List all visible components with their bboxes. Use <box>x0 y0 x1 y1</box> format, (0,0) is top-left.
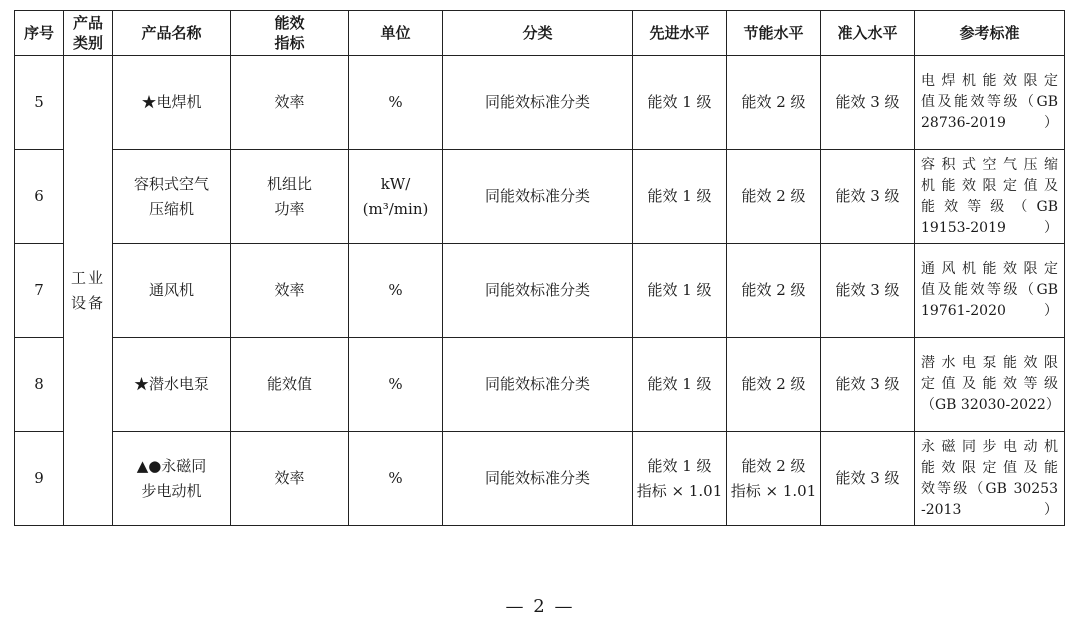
unit-line: % <box>388 93 403 111</box>
category-line: 设备 <box>70 293 105 312</box>
unit-line: % <box>388 281 403 299</box>
reference-line: 19761-2020） <box>921 303 1058 319</box>
cell-product-name <box>113 56 231 150</box>
reference-line: 能效等级（GB <box>921 198 1058 215</box>
product-name-line: 压缩机 <box>148 199 194 218</box>
cell-classification: 同能效标准分类 <box>443 432 633 526</box>
header-advanced-level: 先进水平 <box>633 11 727 56</box>
reference-line: 效等级（GB 30253 <box>921 480 1058 497</box>
header-energy-saving-level: 节能水平 <box>727 11 821 56</box>
product-name-line: 步电动机 <box>141 481 202 500</box>
cell-product-name <box>113 338 231 432</box>
header-unit: 单位 <box>349 11 443 56</box>
indicator-line: 效率 <box>274 469 305 487</box>
table-row <box>15 338 1065 432</box>
header-category <box>64 11 113 56</box>
advanced-line: 能效 1 级 <box>647 187 712 205</box>
header-name: 产品名称 <box>113 11 231 56</box>
reference-line: 容积式空气压缩 <box>921 156 1058 173</box>
energy-saving-line: 能效 2 级 <box>741 456 806 475</box>
reference-line: 永磁同步电动机 <box>921 438 1058 455</box>
table-row <box>15 150 1065 244</box>
energy-efficiency-table <box>14 10 1065 526</box>
header-category-line: 类别 <box>72 34 103 52</box>
header-reference-standard: 参考标准 <box>915 11 1065 56</box>
cell-classification: 同能效标准分类 <box>443 338 633 432</box>
advanced-line: 能效 1 级 <box>647 456 712 475</box>
cell-unit <box>349 432 443 526</box>
table-body <box>15 56 1065 526</box>
energy-saving-line: 能效 2 级 <box>741 375 806 393</box>
category-line: 工业 <box>70 268 105 287</box>
reference-line: 潜水电泵能效限 <box>921 355 1058 371</box>
cell-product-name <box>113 432 231 526</box>
indicator-line: 效率 <box>274 93 305 111</box>
advanced-line: 指标 × 1.01 <box>636 481 723 500</box>
cell-energy-saving-level <box>727 56 821 150</box>
header-seq: 序号 <box>15 11 64 56</box>
cell-access-level: 能效 3 级 <box>821 338 915 432</box>
cell-advanced-level <box>633 150 727 244</box>
advanced-line: 能效 1 级 <box>647 281 712 299</box>
indicator-line: 机组比 <box>266 174 312 193</box>
energy-saving-line: 指标 × 1.01 <box>730 481 817 500</box>
advanced-line: 能效 1 级 <box>647 93 712 111</box>
advanced-line: 能效 1 级 <box>647 375 712 393</box>
product-name-line: ★电焊机 <box>141 93 202 111</box>
cell-classification: 同能效标准分类 <box>443 56 633 150</box>
reference-line: 28736-2019） <box>921 115 1058 131</box>
product-name-line: 容积式空气 <box>133 174 209 193</box>
indicator-line: 能效值 <box>266 375 312 393</box>
energy-saving-line: 能效 2 级 <box>741 187 806 205</box>
cell-reference-standard <box>915 56 1065 150</box>
table-header-row <box>15 11 1065 56</box>
cell-energy-saving-level <box>727 432 821 526</box>
cell-advanced-level <box>633 338 727 432</box>
reference-line: 电焊机能效限定 <box>921 73 1058 89</box>
header-category-line: 产品 <box>72 14 103 32</box>
cell-indicator <box>231 432 349 526</box>
cell-indicator <box>231 338 349 432</box>
table-row <box>15 244 1065 338</box>
energy-saving-line: 能效 2 级 <box>741 93 806 111</box>
cell-energy-saving-level <box>727 244 821 338</box>
unit-line: % <box>388 469 403 487</box>
page-number: — 2 — <box>505 596 575 617</box>
reference-line: 通风机能效限定 <box>921 261 1058 277</box>
cell-unit <box>349 244 443 338</box>
cell-reference-standard <box>915 244 1065 338</box>
cell-advanced-level <box>633 56 727 150</box>
unit-line: % <box>388 375 403 393</box>
reference-line: 能效限定值及能 <box>921 459 1058 476</box>
cell-seq: 6 <box>15 150 64 244</box>
reference-line: （GB 32030-2022） <box>921 397 1060 413</box>
cell-indicator <box>231 56 349 150</box>
cell-access-level: 能效 3 级 <box>821 432 915 526</box>
product-name-line: ★潜水电泵 <box>133 375 209 393</box>
cell-access-level: 能效 3 级 <box>821 150 915 244</box>
cell-product-name <box>113 244 231 338</box>
header-access-level: 准入水平 <box>821 11 915 56</box>
unit-line: kW/ <box>380 174 411 193</box>
indicator-line: 效率 <box>274 281 305 299</box>
cell-unit <box>349 56 443 150</box>
cell-advanced-level <box>633 244 727 338</box>
reference-line: 值及能效等级（GB <box>921 282 1058 298</box>
reference-line: 值及能效等级（GB <box>921 94 1058 110</box>
cell-seq: 5 <box>15 56 64 150</box>
cell-reference-standard <box>915 150 1065 244</box>
energy-saving-line: 能效 2 级 <box>741 281 806 299</box>
reference-line: 机能效限定值及 <box>921 177 1058 194</box>
header-classification: 分类 <box>443 11 633 56</box>
cell-access-level: 能效 3 级 <box>821 56 915 150</box>
cell-classification: 同能效标准分类 <box>443 150 633 244</box>
reference-line: 定值及能效等级 <box>921 376 1058 392</box>
cell-indicator <box>231 150 349 244</box>
header-indicator-line: 能效 <box>274 14 305 32</box>
cell-access-level: 能效 3 级 <box>821 244 915 338</box>
cell-seq: 7 <box>15 244 64 338</box>
cell-classification: 同能效标准分类 <box>443 244 633 338</box>
product-name-line: 通风机 <box>148 281 194 299</box>
reference-line: -2013） <box>921 501 1058 518</box>
cell-category <box>64 56 113 526</box>
product-name-line: ▲●永磁同 <box>136 456 207 475</box>
cell-unit <box>349 150 443 244</box>
cell-indicator <box>231 244 349 338</box>
cell-reference-standard <box>915 338 1065 432</box>
reference-line: 19153-2019） <box>921 219 1058 236</box>
header-indicator <box>231 11 349 56</box>
indicator-line: 功率 <box>274 199 305 218</box>
header-indicator-line: 指标 <box>274 34 305 52</box>
unit-line: (m³/min) <box>362 199 429 218</box>
cell-advanced-level <box>633 432 727 526</box>
cell-seq: 8 <box>15 338 64 432</box>
cell-seq: 9 <box>15 432 64 526</box>
table-row <box>15 432 1065 526</box>
cell-product-name <box>113 150 231 244</box>
cell-energy-saving-level <box>727 150 821 244</box>
cell-energy-saving-level <box>727 338 821 432</box>
cell-unit <box>349 338 443 432</box>
table-row <box>15 56 1065 150</box>
cell-reference-standard <box>915 432 1065 526</box>
